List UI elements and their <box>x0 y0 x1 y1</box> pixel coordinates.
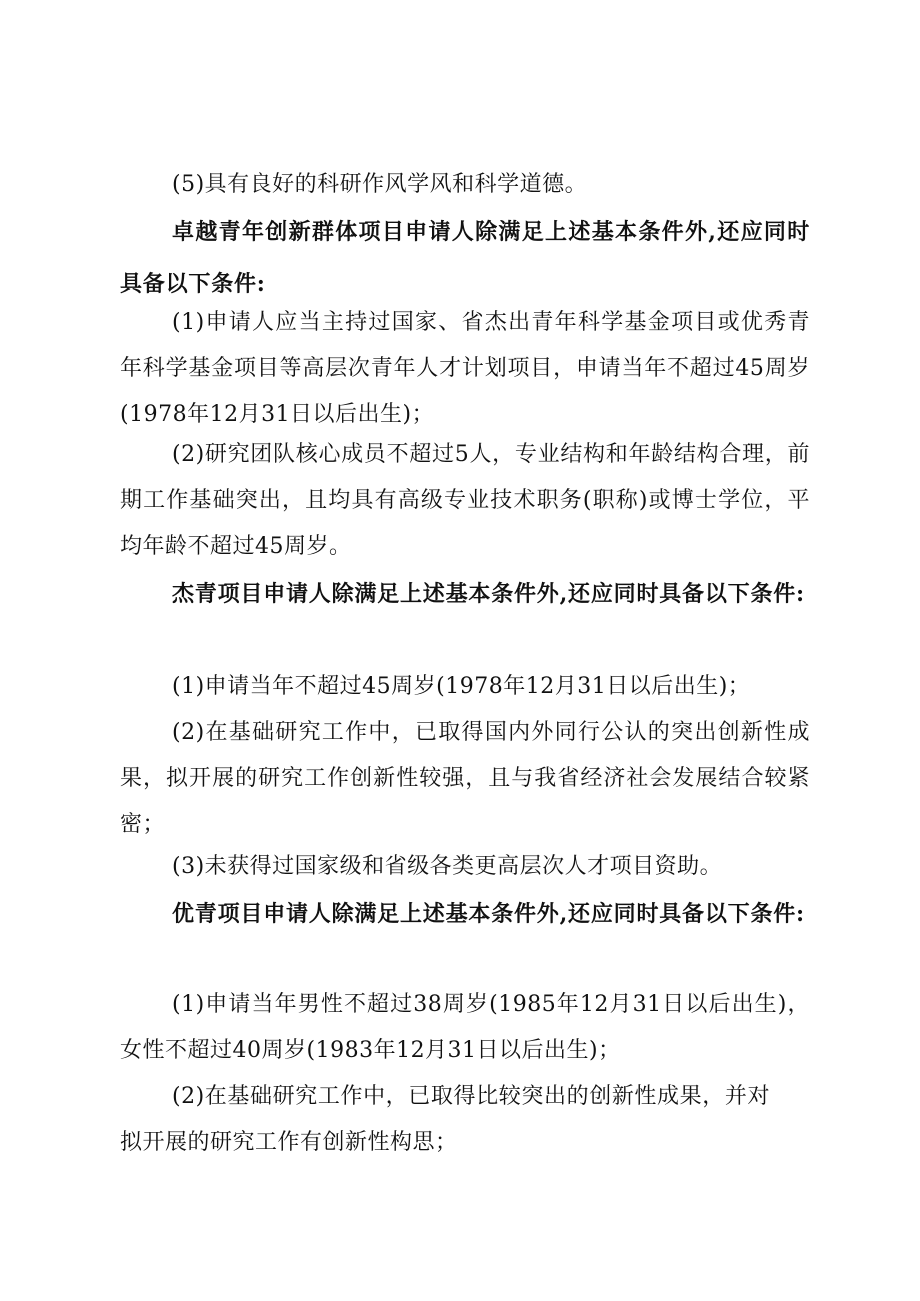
heading-distinguished-youth: 杰青项目申请人除满足上述基本条件外,还应同时具备以下条件: <box>172 581 805 607</box>
paragraph-condition-5: (5)具有良好的科研作风学风和科学道德。 <box>172 172 588 197</box>
paragraph-group-condition-2: (2)研究团队核心成员不超过5人，专业结构和年龄结构合理，前期工作基础突出，且均具有高级专业技术职务(职称)或博士学位，平均年龄不超过45周岁。 <box>120 442 810 559</box>
heading-excellent-youth-group: 卓越青年创新群体项目申请人除满足上述基本条件外,还应同时具备以下条件: <box>120 219 810 297</box>
paragraph-group-condition-1: (1)申请人应当主持过国家、省杰出青年科学基金项目或优秀青年科学基金项目等高层次青年人才计划项目，申请当年不超过45周岁(1978年12月31日以后出生)； <box>120 310 810 427</box>
paragraph-outstanding-condition-1: (1)申请当年男性不超过38周岁(1985年12月31日以后出生)，女性不超过40周岁(1983年12月31日以后出生)； <box>120 992 810 1063</box>
paragraph-distinguished-condition-3: (3)未获得过国家级和省级各类更高层次人才项目资助。 <box>172 854 723 879</box>
paragraph-distinguished-condition-1: (1)申请当年不超过45周岁(1978年12月31日以后出生)； <box>172 674 751 699</box>
paragraph-distinguished-condition-2: (2)在基础研究工作中，已取得国内外同行公认的突出创新性成果，拟开展的研究工作创新性较强，且与我省经济社会发展结合较紧密； <box>120 720 810 837</box>
heading-outstanding-youth: 优青项目申请人除满足上述基本条件外,还应同时具备以下条件: <box>172 901 805 927</box>
paragraph-outstanding-condition-2: (2)在基础研究工作中，已取得比较突出的创新性成果，并对拟开展的研究工作有创新性构思； <box>120 1084 770 1155</box>
